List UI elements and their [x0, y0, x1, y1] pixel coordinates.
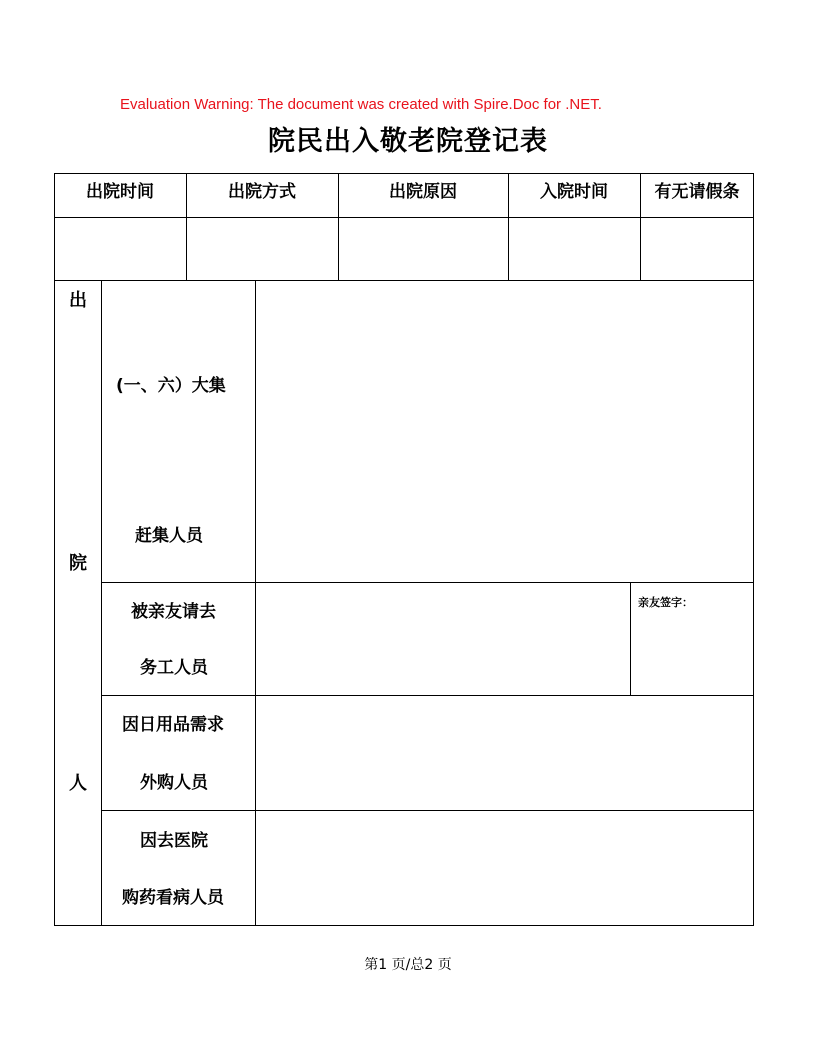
row-market-line2: 赶集人员: [135, 526, 203, 546]
table-rule: [630, 582, 631, 696]
side-label-char: 出: [69, 290, 87, 311]
document-title: 院民出入敬老院登记表: [268, 126, 548, 157]
evaluation-warning: Evaluation Warning: The document was created with Spire.Doc for .NET.: [120, 96, 602, 113]
header-out-reason: 出院原因: [389, 182, 457, 202]
header-leave-note: 有无请假条: [654, 182, 740, 202]
row-hospital-line2: 购药看病人员: [122, 888, 224, 908]
registration-table: [54, 173, 754, 926]
row-hospital-line1: 因去医院: [140, 831, 208, 851]
header-out-time: 出院时间: [86, 182, 154, 202]
table-rule: [101, 582, 754, 583]
table-rule: [255, 280, 256, 926]
relative-signature-label: 亲友签字：: [638, 596, 693, 609]
header-in-time: 入院时间: [540, 182, 608, 202]
table-rule: [54, 217, 754, 218]
table-rule: [54, 280, 754, 281]
header-out-method: 出院方式: [228, 182, 296, 202]
row-daily-line1: 因日用品需求: [122, 715, 224, 735]
row-relative-line2: 务工人员: [140, 658, 208, 678]
row-relative-line1: 被亲友请去: [131, 602, 216, 622]
row-daily-line2: 外购人员: [140, 773, 208, 793]
row-market-line1: (一、六）大集: [116, 376, 226, 396]
table-rule: [101, 810, 754, 811]
page-number: 第1 页/总2 页: [364, 957, 452, 973]
side-label-char: 人: [69, 773, 87, 794]
table-rule: [101, 280, 102, 926]
side-label-char: 院: [69, 553, 87, 574]
table-rule: [101, 695, 754, 696]
